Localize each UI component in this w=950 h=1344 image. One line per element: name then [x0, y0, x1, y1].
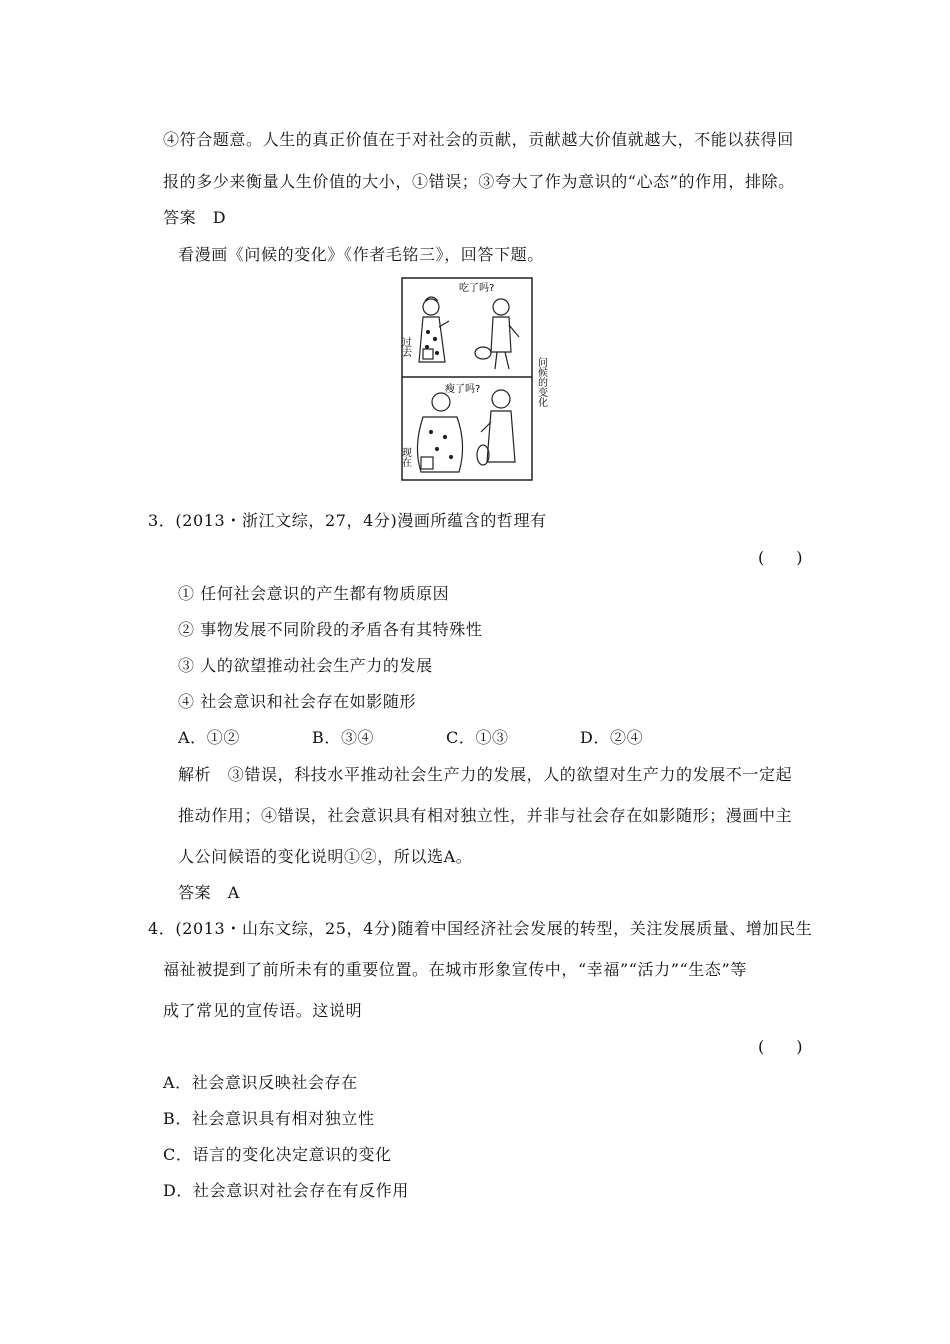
q3-analysis-1: 解析 ③错误，科技水平推动社会生产力的发展，人的欲望对生产力的发展不一定起 [178, 765, 793, 784]
bottom-side-label: 现在 [399, 447, 411, 467]
q4-option-c: C．语言的变化决定意识的变化 [163, 1145, 392, 1164]
q3-option-b: B．③④ [312, 728, 375, 747]
q3-item-4: ④ 社会意识和社会存在如影随形 [178, 692, 417, 711]
q3-option-c: C．①③ [446, 728, 509, 747]
cartoon-caption: 问候的变化 [535, 357, 547, 407]
q3-item-1: ① 任何社会意识的产生都有物质原因 [178, 584, 450, 603]
cartoon-prompt: 看漫画《问候的变化》《作者毛铭三》，回答下题。 [178, 245, 544, 264]
q3-answer-paren: ( ) [758, 548, 803, 567]
intro-line-2: 报的多少来衡量人生价值的大小，①错误；③夸大了作为意识的“心态”的作用，排除。 [163, 172, 795, 191]
q3-analysis-2: 推动作用；④错误，社会意识具有相对独立性，并非与社会存在如影随形；漫画中主 [178, 806, 793, 825]
q4-option-d: D．社会意识对社会存在有反作用 [163, 1181, 409, 1200]
cartoon-image [401, 277, 551, 482]
q3-answer: 答案 A [178, 883, 240, 902]
q3-analysis-3: 人公问候语的变化说明①②，所以选A。 [178, 847, 473, 866]
q3-stem: 3．(2013・浙江文综，27，4分)漫画所蕴含的哲理有 [148, 511, 547, 530]
q3-options [178, 725, 643, 748]
q3-option-a: A．①② [178, 728, 240, 747]
q4-stem-3: 成了常见的宣传语。这说明 [163, 1001, 363, 1020]
q4-stem-1: 4．(2013・山东文综，25，4分)随着中国经济社会发展的转型，关注发展质量、增加民生 [148, 919, 813, 938]
top-speech: 吃了吗? [459, 283, 495, 294]
bottom-speech: 瘦了吗? [445, 384, 481, 395]
q3-option-d: D．②④ [580, 728, 644, 747]
q4-option-a: A．社会意识反映社会存在 [163, 1073, 358, 1092]
q4-stem-2: 福祉被提到了前所未有的重要位置。在城市形象宣传中，“幸福”“活力”“生态”等 [163, 960, 747, 979]
q4-answer-paren: ( ) [758, 1037, 803, 1056]
top-side-label: 过去 [399, 337, 411, 357]
intro-line-1: ④符合题意。人生的真正价值在于对社会的贡献，贡献越大价值就越大，不能以获得回 [163, 130, 794, 149]
intro-answer: 答案 D [163, 208, 227, 227]
q3-item-2: ② 事物发展不同阶段的矛盾各有其特殊性 [178, 620, 483, 639]
q3-item-3: ③ 人的欲望推动社会生产力的发展 [178, 656, 433, 675]
q4-option-b: B．社会意识具有相对独立性 [163, 1109, 375, 1128]
